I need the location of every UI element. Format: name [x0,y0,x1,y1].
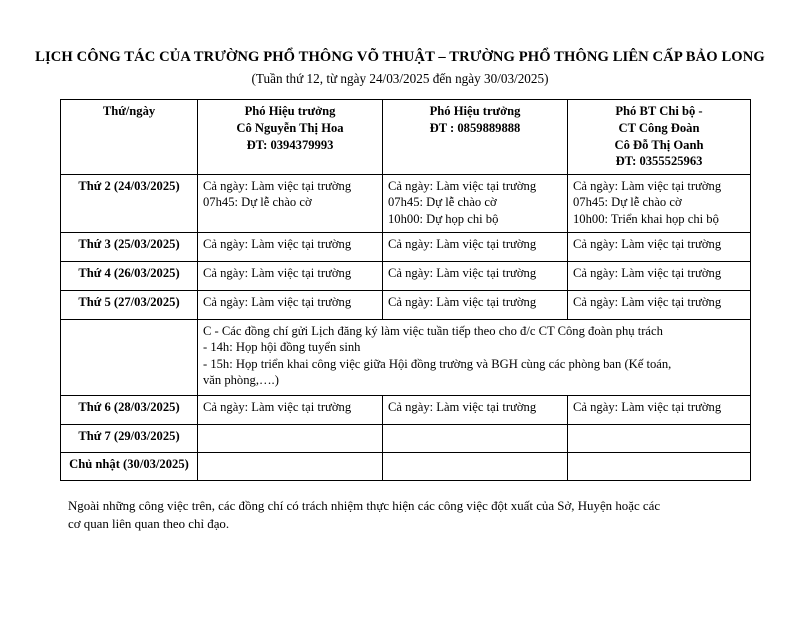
day-label-notes-empty [61,319,198,395]
task-line: Cả ngày: Làm việc tại trường [573,399,722,414]
cell-tuesday-person-3 [568,232,751,261]
task-line: Cả ngày: Làm việc tại trường [573,294,722,309]
table-body [61,174,751,480]
cell-monday-person-3 [568,174,751,232]
cell-friday-person-1 [198,395,383,424]
day-label-monday: Thứ 2 (24/03/2025) [61,174,198,232]
cell-wednesday-person-1 [198,261,383,290]
column-header-person-3 [568,100,751,174]
table-row-sunday [61,452,751,480]
task-line: 07h45: Dự lễ chào cờ [203,195,312,210]
cell-monday-person-1 [198,174,383,232]
note-line: C - Các đồng chí gửi Lịch đăng ký làm việc tuần tiếp theo cho đ/c CT Công đoàn phụ trách [203,323,663,338]
task-line: Cả ngày: Làm việc tại trường [573,236,722,251]
note-line: - 14h: Họp hội đồng tuyển sinh [203,340,361,355]
task-line: 07h45: Dự lễ chào cờ [573,195,682,210]
footer-note [68,497,742,535]
day-label-wednesday: Thứ 4 (26/03/2025) [61,261,198,290]
task-line: Cả ngày: Làm việc tại trường [203,178,352,193]
task-line: Cả ngày: Làm việc tại trường [388,399,537,414]
cell-tuesday-person-1 [198,232,383,261]
footer-note-line: Ngoài những công việc trên, các đồng chí có trách nhiệm thực hiện các công việc đột xuất của Sở, Huyện hoặc các [68,498,661,513]
page-subtitle: (Tuần thứ 12, từ ngày 24/03/2025 đến ngày 30/03/2025) [251,71,549,87]
day-label-friday: Thứ 6 (28/03/2025) [61,395,198,424]
note-line: văn phòng,….) [203,373,279,388]
person-3-name: Cô Đỗ Thị Oanh [614,137,704,152]
day-label-thursday: Thứ 5 (27/03/2025) [61,290,198,319]
column-header-day-label: Thứ/ngày [102,104,156,119]
schedule-table [60,99,751,480]
person-3-phone: ĐT: 0355525963 [615,154,703,169]
cell-wednesday-person-3 [568,261,751,290]
table-row-saturday [61,424,751,452]
task-line: Cả ngày: Làm việc tại trường [203,236,352,251]
cell-sunday-person-1 [198,452,383,480]
schedule-table-wrapper [60,99,750,480]
cell-saturday-person-1 [198,424,383,452]
column-header-person-1 [198,100,383,174]
task-line: 10h00: Triển khai họp chi bộ [573,212,719,227]
task-line: Cả ngày: Làm việc tại trường [203,294,352,309]
task-line: Cả ngày: Làm việc tại trường [388,265,537,280]
note-line: - 15h: Họp triển khai công việc giữa Hội đồng trường và BGH cùng các phòng ban (Kế toán, [203,356,672,371]
cell-friday-person-2 [383,395,568,424]
cell-friday-person-3 [568,395,751,424]
table-header-row [61,100,751,174]
cell-saturday-person-2 [383,424,568,452]
table-row-wednesday [61,261,751,290]
task-line: Cả ngày: Làm việc tại trường [388,236,537,251]
cell-tuesday-person-2 [383,232,568,261]
person-1-phone: ĐT: 0394379993 [246,137,334,152]
footer-note-line: cơ quan liên quan theo chỉ đạo. [68,517,230,532]
title-block [0,0,800,87]
task-line: Cả ngày: Làm việc tại trường [388,294,537,309]
table-row-tuesday [61,232,751,261]
person-3-role-line-2: CT Công Đoàn [618,121,700,135]
day-label-saturday: Thứ 7 (29/03/2025) [61,424,198,452]
table-row-friday [61,395,751,424]
cell-saturday-person-3 [568,424,751,452]
task-line: Cả ngày: Làm việc tại trường [203,399,352,414]
task-line: 07h45: Dự lễ chào cờ [388,195,497,210]
table-row-monday [61,174,751,232]
day-label-tuesday: Thứ 3 (25/03/2025) [61,232,198,261]
table-row-thursday [61,290,751,319]
task-line: Cả ngày: Làm việc tại trường [388,178,537,193]
cell-thursday-person-1 [198,290,383,319]
table-row-notes [61,319,751,395]
cell-weekly-notes [198,319,751,395]
page-title: LỊCH CÔNG TÁC CỦA TRƯỜNG PHỔ THÔNG VÕ THUẬT – TRƯỜNG PHỔ THÔNG LIÊN CẤP BẢO LONG [35,49,765,65]
person-1-name: Cô Nguyễn Thị Hoa [236,121,344,135]
cell-thursday-person-2 [383,290,568,319]
cell-sunday-person-2 [383,452,568,480]
column-header-person-2 [383,100,568,174]
cell-wednesday-person-2 [383,261,568,290]
column-header-day [61,100,198,174]
task-line: 10h00: Dự họp chi bộ [388,212,499,227]
task-line: Cả ngày: Làm việc tại trường [573,178,722,193]
cell-monday-person-2 [383,174,568,232]
person-2-role: Phó Hiệu trưởng [429,104,521,119]
cell-thursday-person-3 [568,290,751,319]
table-header [61,100,751,174]
cell-sunday-person-3 [568,452,751,480]
task-line: Cả ngày: Làm việc tại trường [573,265,722,280]
task-line: Cả ngày: Làm việc tại trường [203,265,352,280]
person-1-role: Phó Hiệu trưởng [244,104,336,119]
day-label-sunday: Chủ nhật (30/03/2025) [61,452,198,480]
person-2-phone: ĐT : 0859889888 [429,121,521,135]
person-3-role-line-1: Phó BT Chi bộ - [615,104,703,119]
